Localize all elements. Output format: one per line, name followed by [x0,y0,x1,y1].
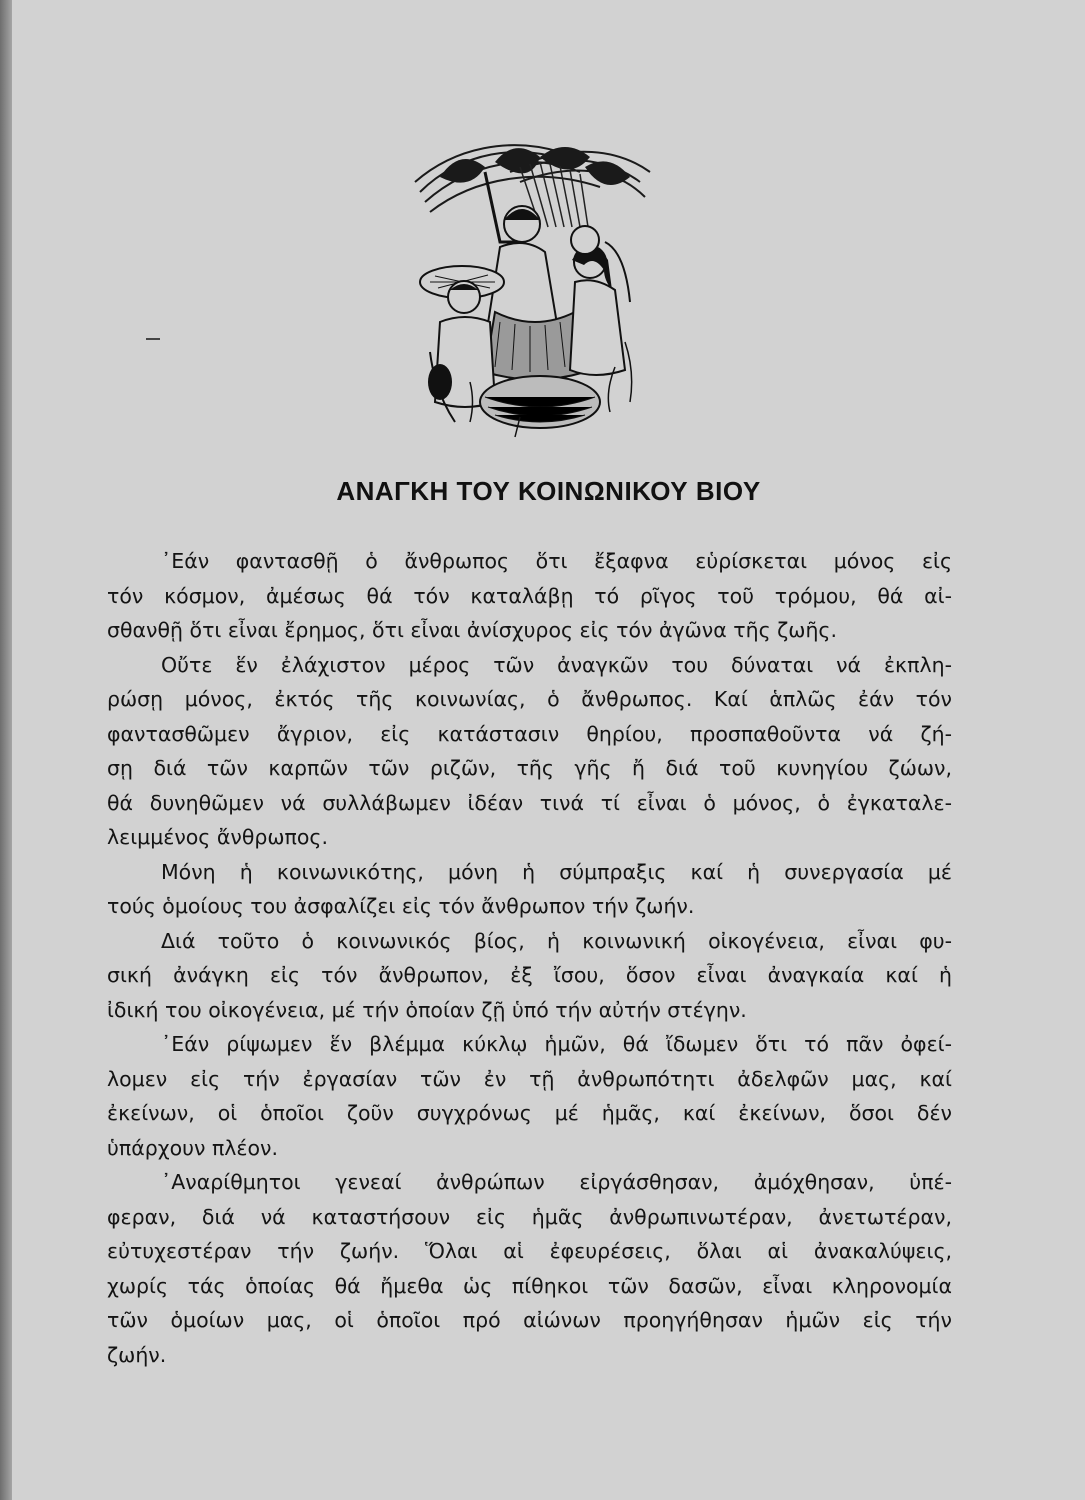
text-line: ᾿Αναρίθμητοι γενεαί ἀνθρώπων εἰργάσθησαν, ἀμόχθησαν, ὑπέ- [161,1170,952,1194]
text-line: χωρίς τάς ὁποίας θά ἤμεθα ὡς πίθηκοι τῶν δασῶν, εἶναι κληρονομία [107,1273,952,1298]
text-line: ὑπάρχουν πλέον. [107,1135,279,1160]
body-text [107,544,952,1372]
text-line: τόν κόσμον, ἀμέσως θά τόν καταλάβῃ τό ρῖγος τοῦ τρόμου, θά αἰ- [107,583,952,608]
paragraph-3 [107,855,952,924]
text-line: ζωήν. [107,1342,167,1367]
text-line: ᾿Εάν ρίψωμεν ἕν βλέμμα κύκλῳ ἡμῶν, θά ἴδωμεν ὅτι τό πᾶν ὀφεί- [161,1032,952,1056]
paragraph-6 [107,1165,952,1372]
text-line: ἐκείνων, οἱ ὁποῖοι ζοῦν συγχρόνως μέ ἡμᾶς, καί ἐκείνων, ὅσοι δέν [107,1101,952,1125]
text-line: ἰδική του οἰκογένεια, μέ τήν ὁποίαν ζῇ ὑπό τήν αὐτήν στέγην. [107,997,747,1022]
text-line: σθανθῇ ὅτι εἶναι ἔρημος, ὅτι εἶναι ἀνίσχυρος εἰς τόν ἀγῶνα τῆς ζωῆς. [107,618,837,642]
text-line: σῃ διά τῶν καρπῶν τῶν ριζῶν, τῆς γῆς ἤ διά τοῦ κυνηγίου ζώων, [107,756,952,780]
margin-mark [146,338,160,340]
paragraph-4 [107,924,952,1028]
text-line: ᾿Εάν φαντασθῇ ὁ ἄνθρωπος ὅτι ἔξαφνα εὑρίσκεται μόνος εἰς [161,549,952,573]
text-line: λομεν εἰς τήν ἐργασίαν τῶν ἐν τῇ ἀνθρωπότητι ἀδελφῶν μας, καί [107,1066,952,1091]
page-title: ΑΝΑΓΚΗ ΤΟΥ ΚΟΙΝΩΝΙΚΟΥ ΒΙΟΥ [336,476,761,506]
text-line: Διά τοῦτο ὁ κοινωνικός βίος, ἡ κοινωνική οἰκογένεια, εἶναι φυ- [161,928,952,953]
book-page [12,0,1085,1500]
text-line: σική ἀνάγκη εἰς τόν ἄνθρωπον, ἐξ ἴσου, ὅσον εἶναι ἀναγκαία καί ἡ [107,963,952,987]
harvest-workers-illustration [400,132,660,442]
page-edge-shadow [0,0,12,1500]
text-line: εὐτυχεστέραν τήν ζωήν. Ὅλαι αἱ ἐφευρέσεις, ὅλαι αἱ ἀνακαλύψεις, [107,1239,952,1263]
text-line: Οὔτε ἕν ἐλάχιστον μέρος τῶν ἀναγκῶν του δύναται νά ἐκπλη- [161,652,952,677]
text-line: τούς ὁμοίους του ἀσφαλίζει εἰς τόν ἄνθρωπον τήν ζωήν. [107,894,695,918]
text-line: φαντασθῶμεν ἄγριον, εἰς κατάστασιν θηρίου, προσπαθοῦντα νά ζή- [107,721,952,746]
text-line: θά δυνηθῶμεν νά συλλάβωμεν ἰδέαν τινά τί εἶναι ὁ μόνος, ὁ ἐγκαταλε- [107,790,952,815]
text-line: ρώσῃ μόνος, ἐκτός τῆς κοινωνίας, ὁ ἄνθρωπος. Καί ἁπλῶς ἐάν τόν [107,687,952,711]
text-line: φεραν, διά νά καταστήσουν εἰς ἡμᾶς ἀνθρωπινωτέραν, ἀνετωτέραν, [107,1204,952,1229]
paragraph-5 [107,1027,952,1165]
text-line: τῶν ὁμοίων μας, οἱ ὁποῖοι πρό αἰώνων προηγήθησαν ἡμῶν εἰς τήν [107,1308,952,1332]
paragraph-2 [107,648,952,855]
text-line: Μόνη ἡ κοινωνικότης, μόνη ἡ σύμπραξις καί ἡ συνεργασία μέ [161,859,952,884]
text-line: λειμμένος ἄνθρωπος. [107,825,328,849]
paragraph-1 [107,544,952,648]
